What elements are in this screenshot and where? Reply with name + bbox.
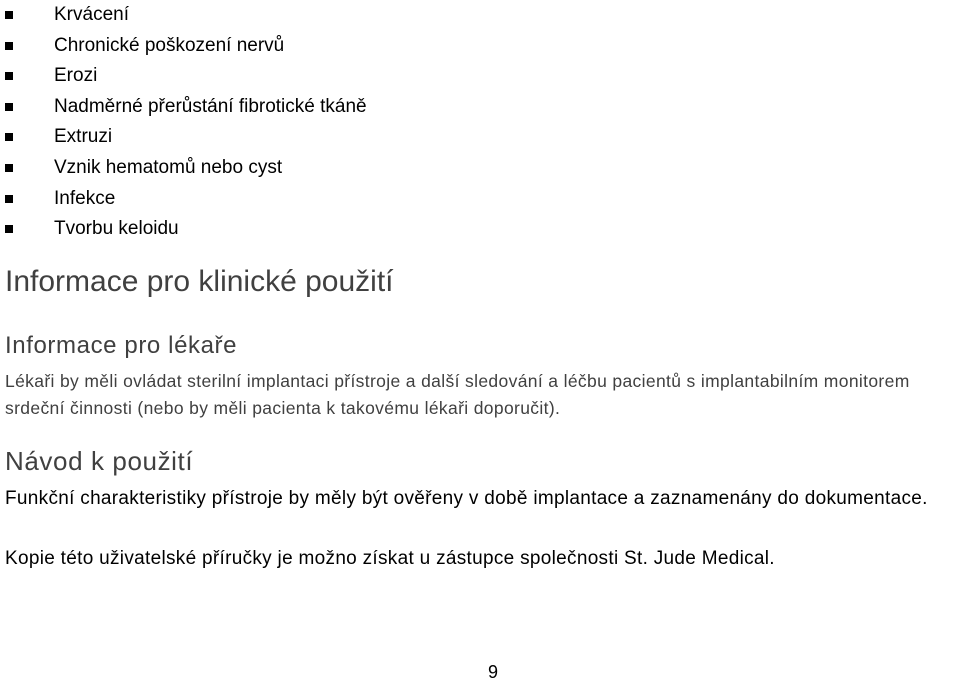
list-item-text: Infekce [54, 187, 116, 209]
instructions-paragraph-1: Funkční charakteristiky přístroje by měly být ověřeny v době implantace a zaznamenány do dokumentace. [5, 488, 928, 509]
list-item [0, 0, 900, 31]
list-item [0, 31, 900, 62]
complication-list [0, 0, 900, 245]
page-number: 9 [488, 662, 499, 682]
list-item [0, 92, 900, 123]
instructions-heading: Návod k použití [5, 446, 194, 476]
list-item [0, 184, 900, 215]
list-item-text: Vznik hematomů nebo cyst [54, 156, 283, 178]
list-item-text: Nadměrné přerůstání fibrotické tkáně [54, 95, 367, 117]
square-bullet-icon [5, 164, 13, 172]
square-bullet-icon [5, 133, 13, 141]
list-item-text: Chronické poškození nervů [54, 34, 285, 56]
list-item [0, 61, 900, 92]
square-bullet-icon [5, 72, 13, 80]
section-title: Informace pro klinické použití [5, 265, 394, 298]
square-bullet-icon [5, 42, 13, 50]
list-item [0, 214, 900, 245]
instructions-paragraph-2: Kopie této uživatelské příručky je možno získat u zástupce společnosti St. Jude Medical. [5, 548, 775, 569]
physician-info-text: Lékaři by měli ovládat sterilní implantaci přístroje a další sledování a léčbu pacientů s implantabilním monitorem srdeční činnosti (nebo by měli pacienta k takovému lékaři doporučit). [5, 371, 910, 418]
square-bullet-icon [5, 11, 13, 19]
square-bullet-icon [5, 103, 13, 111]
list-item-text: Erozi [54, 65, 98, 87]
list-item [0, 153, 900, 184]
square-bullet-icon [5, 195, 13, 203]
square-bullet-icon [5, 225, 13, 233]
physician-info-heading: Informace pro lékaře [5, 332, 238, 359]
list-item-text: Krvácení [54, 4, 129, 25]
list-item-text: Extruzi [54, 126, 113, 148]
list-item [0, 122, 900, 153]
list-item-text: Tvorbu keloidu [54, 218, 179, 240]
